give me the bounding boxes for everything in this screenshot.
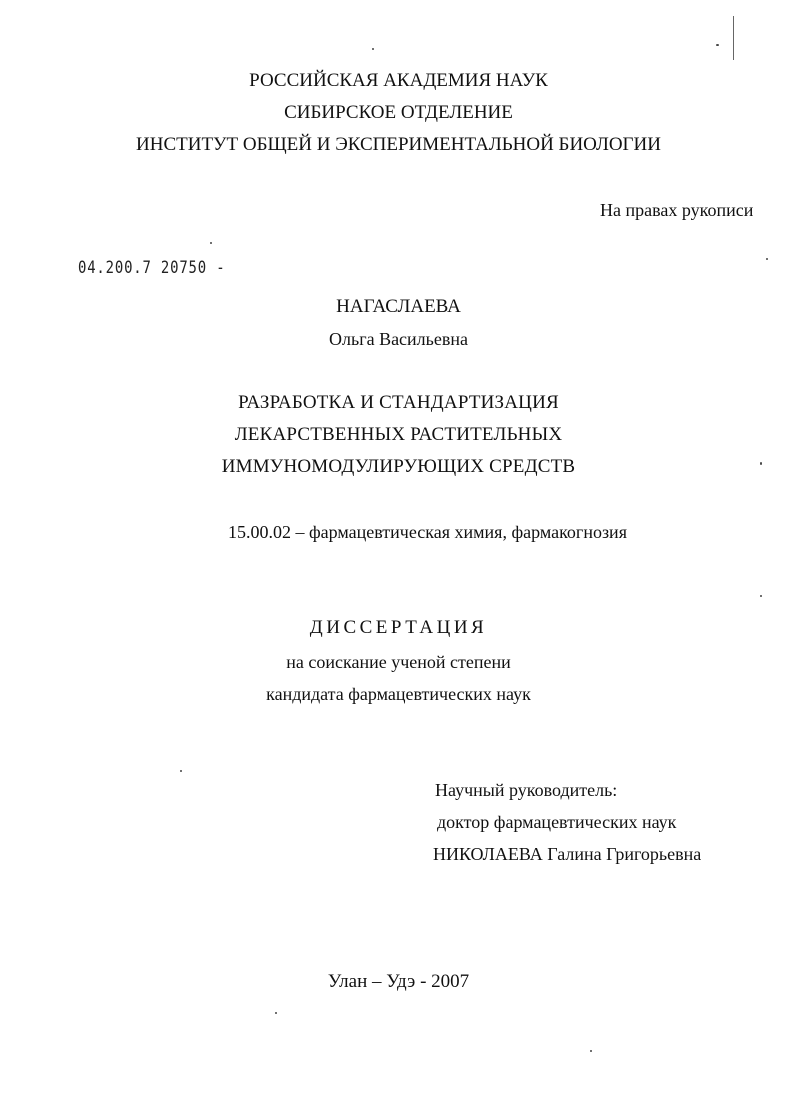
author-name: Ольга Васильевна <box>329 329 468 349</box>
scan-speck <box>372 48 374 50</box>
specialty-code: 15.00.02 – фармацевтическая химия, фармакогнозия <box>228 522 627 542</box>
institution-academy: РОССИЙСКАЯ АКАДЕМИЯ НАУК <box>249 70 548 91</box>
scan-margin-mark <box>733 16 734 60</box>
scan-speck <box>210 242 212 244</box>
institution-branch: СИБИРСКОЕ ОТДЕЛЕНИЕ <box>284 102 513 123</box>
place-year: Улан – Удэ - 2007 <box>327 971 470 992</box>
supervisor-degree: доктор фармацевтических наук <box>437 812 677 832</box>
supervisor-name: НИКОЛАЕВА Галина Григорьевна <box>433 844 702 864</box>
dissertation-label: ДИССЕРТАЦИЯ <box>309 617 488 638</box>
scan-speck <box>275 1012 277 1014</box>
dissertation-purpose: на соискание ученой степени <box>286 652 511 672</box>
manuscript-note: На правах рукописи <box>600 200 754 220</box>
title-line-3: ИММУНОМОДУЛИРУЮЩИХ СРЕДСТВ <box>221 456 576 477</box>
supervisor-label: Научный руководитель: <box>435 780 618 800</box>
scan-speck <box>180 770 182 772</box>
scan-speck <box>766 258 768 260</box>
registration-stamp: 04.200.7 20750 - <box>78 258 226 278</box>
scan-speck <box>760 595 762 597</box>
title-line-1: РАЗРАБОТКА И СТАНДАРТИЗАЦИЯ <box>238 392 559 413</box>
dissertation-degree: кандидата фармацевтических наук <box>266 684 531 704</box>
institution-institute: ИНСТИТУТ ОБЩЕЙ И ЭКСПЕРИМЕНТАЛЬНОЙ БИОЛОГИИ <box>136 134 661 155</box>
scan-speck <box>716 44 719 46</box>
author-surname: НАГАСЛАЕВА <box>336 296 461 317</box>
scan-speck <box>590 1050 592 1052</box>
title-line-2: ЛЕКАРСТВЕННЫХ РАСТИТЕЛЬНЫХ <box>234 424 563 445</box>
